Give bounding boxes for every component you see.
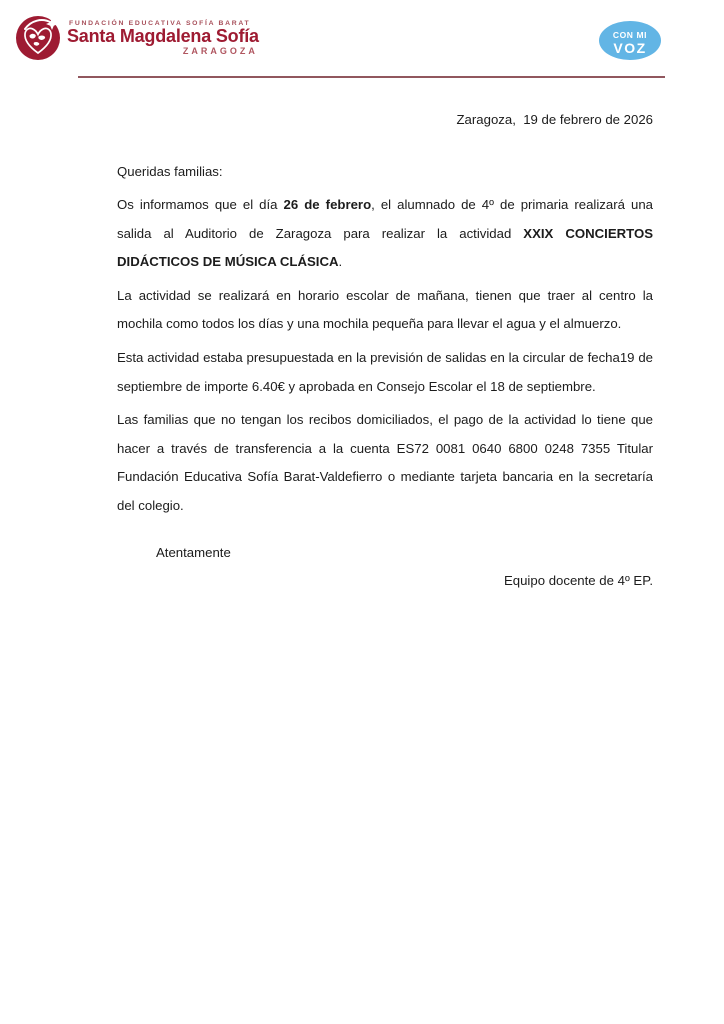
body-paragraph: Esta actividad estaba presupuestada en la previsión de salidas en la circular de fecha19 de septiembre de importe 6.40€ y aprobada en Consejo Escolar el 18 de septiembre. [117, 349, 653, 394]
body-paragraph [117, 191, 653, 277]
paragraph-text: Os informamos que el día [117, 197, 284, 212]
foundation-name: FUNDACIÓN EDUCATIVA SOFÍA BARAT [69, 20, 251, 27]
con-mi-voz-line2: VOZ [613, 39, 647, 56]
letter-body [117, 110, 653, 591]
header-divider [78, 76, 665, 78]
paragraph-text-bold: XXIX CONCIERTOS DIDÁCTICOS DE MÚSICA CLÁSICA [117, 225, 654, 270]
paragraph-text: , el alumnado de 4º de primaria realizará una salida al Auditorio de Zaragoza para realizar la actividad [117, 197, 653, 241]
con-mi-voz-line1: CON MI [612, 30, 648, 40]
signature: Equipo docente de 4º EP. [503, 572, 653, 588]
body-paragraph: Las familias que no tengan los recibos domiciliados, el pago de la actividad lo tiene que hacer a través de transferencia a la cuenta ES72 0081 0640 6800 0248 7355 Titular Fundación Educativa Sofía Barat-Valdefierro o mediante tarjeta bancaria en la secretaría del colegio. [117, 412, 653, 513]
con-mi-voz-logo [599, 21, 661, 60]
school-logo-text [67, 12, 259, 57]
school-logo [15, 12, 259, 62]
closing: Atentamente [156, 544, 231, 560]
dateline: Zaragoza, 19 de febrero de 2026 [456, 112, 653, 127]
body-paragraph: La actividad se realizará en horario escolar de mañana, tienen que traer al centro la mochila como todos los días y una mochila pequeña para llevar el agua y el almuerzo. [117, 287, 653, 332]
school-city: ZARAGOZA [182, 46, 258, 56]
paragraph-text-bold: 26 de febrero [283, 197, 372, 212]
paragraph-text: . [338, 254, 343, 270]
salutation: Queridas familias: [117, 164, 223, 179]
heart-world-icon [15, 12, 63, 62]
school-name: Santa Magdalena Sofía [67, 26, 259, 46]
